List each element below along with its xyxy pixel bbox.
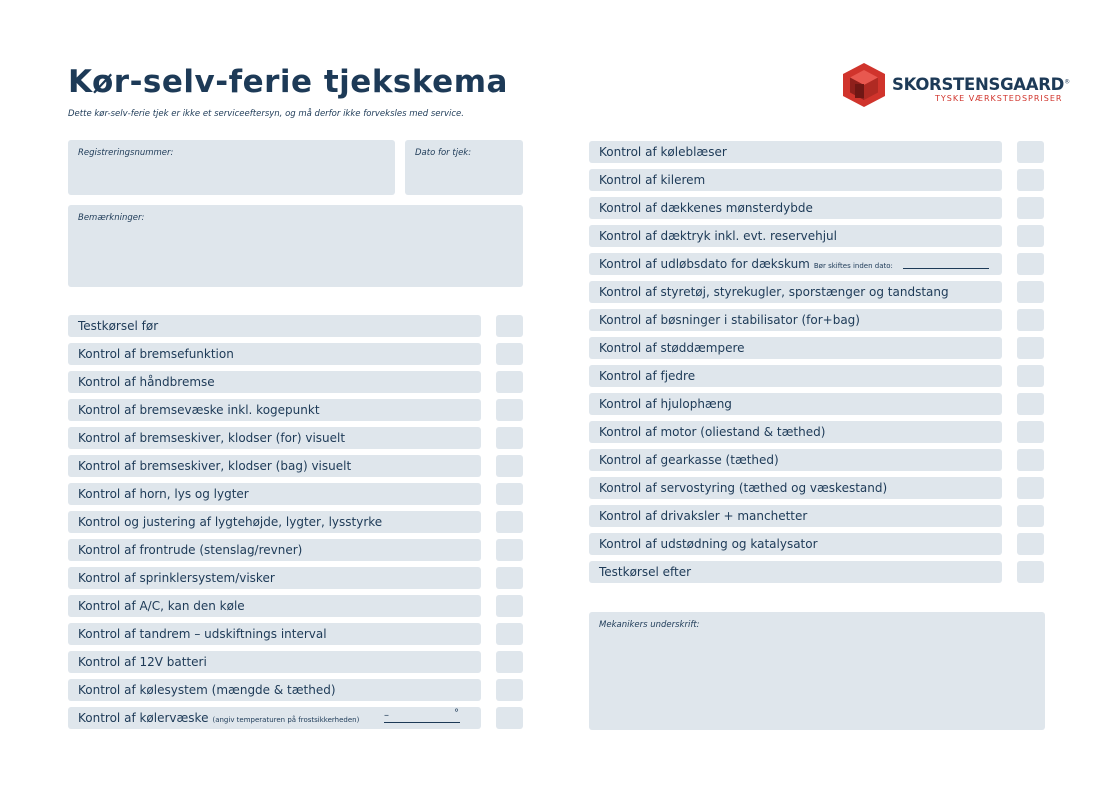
checklist-item-label: Kontrol af køleblæser: [599, 145, 727, 159]
checklist-row: [589, 197, 1002, 219]
checkbox[interactable]: [1017, 533, 1044, 555]
logo-name: SKORSTENSGAARD®: [892, 75, 1070, 94]
checklist-row: [68, 483, 481, 505]
checklist-item-label: Kontrol af håndbremse: [78, 375, 215, 389]
mechanic-signature-label: Mekanikers underskrift:: [599, 620, 700, 630]
checklist-row: [68, 427, 481, 449]
checklist-row: [589, 281, 1002, 303]
checklist-row: [68, 679, 481, 701]
checkbox[interactable]: [1017, 477, 1044, 499]
checklist-item-label: Kontrol af hjulophæng: [599, 397, 732, 411]
checklist-row: [68, 651, 481, 673]
fill-in-line[interactable]: [384, 722, 460, 723]
checkbox[interactable]: [1017, 225, 1044, 247]
checklist-row: [589, 253, 1002, 275]
checklist-item-label: Kontrol af 12V batteri: [78, 655, 207, 669]
checkbox[interactable]: [1017, 449, 1044, 471]
checklist-row: [589, 141, 1002, 163]
checklist-item-label: Testkørsel før: [78, 319, 159, 333]
checkbox[interactable]: [1017, 421, 1044, 443]
checkbox[interactable]: [496, 343, 523, 365]
date-field[interactable]: [405, 140, 523, 195]
checklist-item-label: Testkørsel efter: [599, 565, 692, 579]
logo-mark-icon: [842, 62, 886, 108]
checkbox[interactable]: [496, 483, 523, 505]
checklist-row: [68, 567, 481, 589]
checkbox[interactable]: [1017, 141, 1044, 163]
checkbox[interactable]: [496, 567, 523, 589]
checklist-item-label: Kontrol af servostyring (tæthed og væskestand): [599, 481, 888, 495]
checklist-item-label: Kontrol af dæktryk inkl. evt. reservehjul: [599, 229, 837, 243]
checkbox[interactable]: [496, 315, 523, 337]
registration-field[interactable]: [68, 140, 395, 195]
checklist-row: [68, 315, 481, 337]
checklist-row: [68, 595, 481, 617]
checklist-item-label: Kontrol af kølervæske (angiv temperaturen på frostsikkerheden): [78, 711, 360, 725]
checklist-row: [589, 225, 1002, 247]
checklist-item-label: Kontrol af bremsefunktion: [78, 347, 234, 361]
checkbox[interactable]: [496, 651, 523, 673]
checklist-item-label: Kontrol af udstødning og katalysator: [599, 537, 818, 551]
checkbox[interactable]: [496, 539, 523, 561]
checkbox[interactable]: [1017, 505, 1044, 527]
checklist-item-label: Kontrol af drivaksler + manchetter: [599, 509, 808, 523]
checkbox[interactable]: [1017, 309, 1044, 331]
checklist-item-label: Kontrol af bremseskiver, klodser (bag) visuelt: [78, 459, 352, 473]
checklist-row: [68, 707, 481, 729]
checklist-item-label: Kontrol af tandrem – udskiftnings interval: [78, 627, 327, 641]
checklist-row: [589, 309, 1002, 331]
checklist-row: [589, 169, 1002, 191]
checklist-item-label: Kontrol af A/C, kan den køle: [78, 599, 245, 613]
checklist-row: [589, 365, 1002, 387]
checklist-item-label: Kontrol af fjedre: [599, 369, 696, 383]
checkbox[interactable]: [496, 707, 523, 729]
checklist-item-label: Kontrol af udløbsdato for dækskum Bør skiftes inden dato:: [599, 257, 893, 271]
checkbox[interactable]: [1017, 281, 1044, 303]
checkbox[interactable]: [1017, 197, 1044, 219]
checkbox[interactable]: [496, 679, 523, 701]
registration-label: Registreringsnummer:: [78, 148, 174, 158]
checklist-row: [68, 371, 481, 393]
checklist-row: [589, 337, 1002, 359]
checkbox[interactable]: [1017, 169, 1044, 191]
checklist-item-label: Kontrol af horn, lys og lygter: [78, 487, 249, 501]
checklist-row: [68, 343, 481, 365]
checklist-item-label: Kontrol af bremsevæske inkl. kogepunkt: [78, 403, 320, 417]
checklist-row: [589, 449, 1002, 471]
logo-tagline: TYSKE VÆRKSTEDSPRISER: [935, 94, 1063, 103]
checkbox[interactable]: [496, 399, 523, 421]
checkbox[interactable]: [1017, 393, 1044, 415]
checklist-item-label: Kontrol af bøsninger i stabilisator (for+bag): [599, 313, 860, 327]
checklist-row: [68, 399, 481, 421]
checklist-row: [589, 477, 1002, 499]
checkbox[interactable]: [496, 455, 523, 477]
company-logo: [842, 62, 1070, 110]
checklist-row: [589, 505, 1002, 527]
checklist-row: [589, 533, 1002, 555]
checkbox[interactable]: [1017, 561, 1044, 583]
checklist-item-label: Kontrol af styretøj, styrekugler, sporstænger og tandstang: [599, 285, 949, 299]
checklist-item-label: Kontrol af bremseskiver, klodser (for) visuelt: [78, 431, 346, 445]
checklist-row: [68, 539, 481, 561]
checklist-row: [589, 561, 1002, 583]
checkbox[interactable]: [496, 511, 523, 533]
checkbox[interactable]: [496, 427, 523, 449]
checklist-item-label: Kontrol af gearkasse (tæthed): [599, 453, 779, 467]
checkbox[interactable]: [1017, 365, 1044, 387]
checkbox[interactable]: [496, 595, 523, 617]
date-label: Dato for tjek:: [415, 148, 472, 158]
checklist-row: [589, 393, 1002, 415]
page-title: Kør-selv-ferie tjekskema: [68, 64, 508, 100]
checklist-item-label: Kontrol af dækkenes mønsterdybde: [599, 201, 813, 215]
checklist-item-label: Kontrol af sprinklersystem/visker: [78, 571, 275, 585]
remarks-field[interactable]: [68, 205, 523, 287]
checkbox[interactable]: [1017, 253, 1044, 275]
page-subtitle: Dette kør-selv-ferie tjek er ikke et serviceeftersyn, og må derfor ikke forveksles med service.: [68, 109, 464, 119]
checklist-item-note: (angiv temperaturen på frostsikkerheden): [212, 716, 360, 724]
checklist-row: [589, 421, 1002, 443]
checklist-item-label: Kontrol af støddæmpere: [599, 341, 745, 355]
checklist-row: [68, 455, 481, 477]
mechanic-signature-field[interactable]: [589, 612, 1045, 730]
checkbox[interactable]: [496, 623, 523, 645]
checklist-row: [68, 511, 481, 533]
remarks-label: Bemærkninger:: [78, 213, 145, 223]
checklist-row: [68, 623, 481, 645]
checklist-item-label: Kontrol og justering af lygtehøjde, lygter, lysstyrke: [78, 515, 383, 529]
fill-in-line[interactable]: [903, 268, 989, 269]
checkbox[interactable]: [496, 371, 523, 393]
checkbox[interactable]: [1017, 337, 1044, 359]
checklist-item-note: Bør skiftes inden dato:: [813, 262, 893, 270]
checklist-item-label: Kontrol af frontrude (stenslag/revner): [78, 543, 303, 557]
checklist-item-label: Kontrol af kilerem: [599, 173, 706, 187]
degree-symbol: °: [454, 708, 459, 719]
checklist-item-label: Kontrol af motor (oliestand & tæthed): [599, 425, 826, 439]
checklist-item-label: Kontrol af kølesystem (mængde & tæthed): [78, 683, 336, 697]
minus-sign: –: [384, 710, 389, 721]
